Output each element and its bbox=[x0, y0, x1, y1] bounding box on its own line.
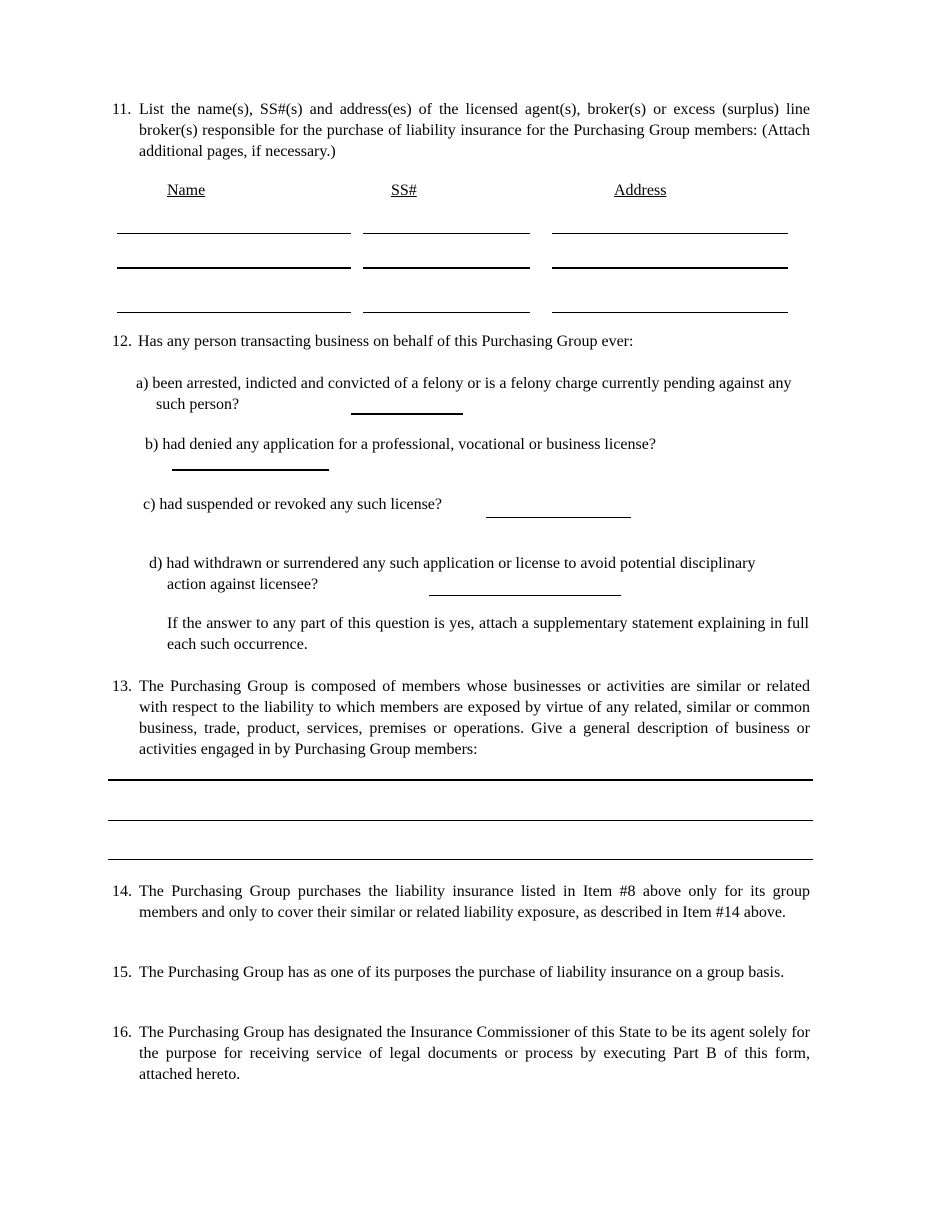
q12a-text bbox=[136, 373, 812, 415]
q15-number: 15. bbox=[112, 964, 132, 981]
q12d-text bbox=[149, 553, 794, 595]
q11-number: 11. bbox=[112, 101, 132, 118]
agent-name-line-2[interactable] bbox=[117, 267, 351, 269]
q12a-label: a) been arrested, indicted and convicted of a felony or is a felony charge currently pending against any such person? bbox=[136, 375, 792, 413]
q12-number: 12. bbox=[112, 333, 132, 350]
q12c-answer-line[interactable] bbox=[486, 517, 631, 518]
q12c-text: c) had suspended or revoked any such license? bbox=[143, 496, 442, 513]
q12-text: Has any person transacting business on behalf of this Purchasing Group ever: bbox=[138, 333, 634, 350]
agent-name-line-3[interactable] bbox=[117, 312, 351, 313]
column-header-address: Address bbox=[614, 182, 667, 199]
q16-text: The Purchasing Group has designated the Insurance Commissioner of this State to be its agent solely for the purpose for receiving service of legal documents or process by executing Part B of this form, attached hereto. bbox=[139, 1024, 810, 1083]
q13-description-line-2[interactable] bbox=[108, 820, 813, 821]
q15-text: The Purchasing Group has as one of its purposes the purchase of liability insurance on a group basis. bbox=[139, 964, 785, 981]
q12a-answer-line[interactable] bbox=[351, 413, 463, 415]
q12b-text: b) had denied any application for a professional, vocational or business license? bbox=[145, 436, 656, 453]
q12-note: If the answer to any part of this question is yes, attach a supplementary statement explaining in full each such occurrence. bbox=[167, 615, 809, 653]
q14-number: 14. bbox=[112, 883, 132, 900]
q12d-label: d) had withdrawn or surrendered any such application or license to avoid potential disciplinary action against licensee? bbox=[149, 555, 756, 593]
q16-number: 16. bbox=[112, 1024, 132, 1041]
q14-text: The Purchasing Group purchases the liability insurance listed in Item #8 above only for its group members and only to cover their similar or related liability exposure, as described in Item #14 above. bbox=[139, 883, 810, 921]
agent-ssn-line-2[interactable] bbox=[363, 267, 530, 269]
column-header-ssn: SS# bbox=[391, 182, 417, 199]
q13-text: The Purchasing Group is composed of members whose businesses or activities are similar or related with respect to the liability to which members are exposed by virtue of any related, similar or common business, trade, product, services, premises or operations. Give a general description of business or activities engaged in by Purchasing Group members: bbox=[139, 678, 810, 758]
q13-number: 13. bbox=[112, 678, 132, 695]
q12b-answer-line[interactable] bbox=[172, 469, 329, 471]
agent-address-line-2[interactable] bbox=[552, 267, 788, 269]
agent-address-line-1[interactable] bbox=[552, 233, 788, 234]
agent-name-line-1[interactable] bbox=[117, 233, 351, 234]
agent-ssn-line-3[interactable] bbox=[363, 312, 530, 313]
q12d-answer-line[interactable] bbox=[429, 595, 621, 596]
agent-ssn-line-1[interactable] bbox=[363, 233, 530, 234]
column-header-name: Name bbox=[167, 182, 206, 199]
q13-description-line-1[interactable] bbox=[108, 779, 813, 781]
q13-description-line-3[interactable] bbox=[108, 859, 813, 860]
q11-text: List the name(s), SS#(s) and address(es) of the licensed agent(s), broker(s) or excess (surplus) line broker(s) responsible for the purchase of liability insurance for the Purchasing Group members: (Attach additional pages, if necessary.) bbox=[139, 101, 810, 160]
agent-address-line-3[interactable] bbox=[552, 312, 788, 313]
